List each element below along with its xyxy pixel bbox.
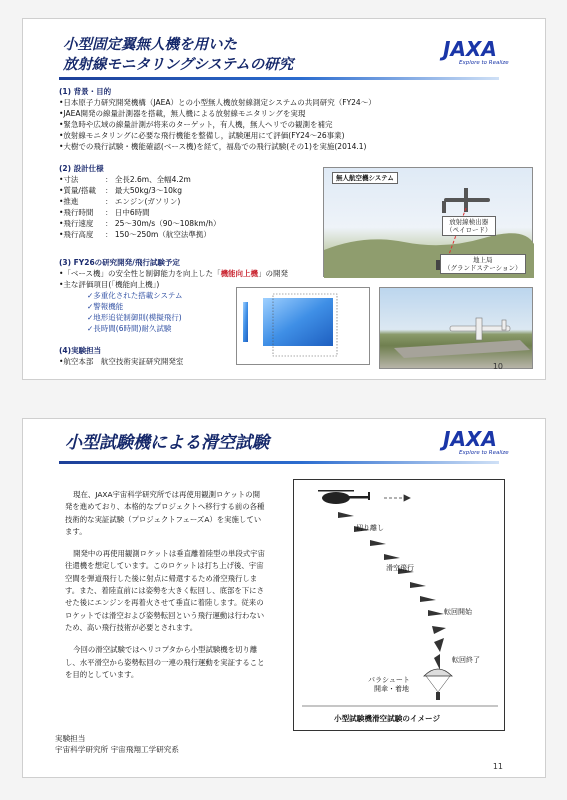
label-glide: 滑空飛行 — [386, 564, 414, 572]
background-item: •JAEA開発の線量計測器を搭載，無人機による放射線モニタリングを実現 — [59, 109, 306, 118]
spec-key: •推進 — [59, 197, 79, 206]
spec-row — [59, 174, 259, 185]
body-paragraph: 今回の滑空試験ではヘリコプタから小型試験機を切り離し、水平滑空から姿勢転回の一連の飛行運動を実証することを目的としています。 — [65, 645, 265, 679]
slide-10 — [22, 18, 546, 380]
aircraft-icon — [450, 318, 510, 340]
dose-heatmap — [263, 298, 333, 346]
detector-label — [442, 216, 496, 236]
contact-heading: (4)実験担当 — [59, 346, 102, 355]
fy26-heading: (3) FY26の研究開発/飛行試験予定 — [59, 258, 180, 267]
jaxa-logo — [443, 37, 527, 75]
title-line-1: 小型固定翼無人機を用いた — [63, 37, 237, 53]
fy26-line2: •主な評価項目(「機能向上機」) — [59, 280, 160, 289]
logo-tagline: Explore to Realize — [459, 60, 509, 66]
title-underline — [59, 461, 499, 464]
contact-text: 宇宙科学研究所 宇宙飛翔工学研究系 — [55, 745, 179, 754]
page-number: 11 — [492, 762, 503, 771]
design-heading: (2) 設計仕様 — [59, 164, 104, 173]
spec-row — [59, 229, 259, 240]
evaluation-item: ✓長時間(6時間)耐久試験 — [87, 324, 172, 333]
color-scale — [243, 302, 248, 342]
spec-value: ： 全長2.6m、全幅4.2m — [105, 175, 191, 184]
spec-key: •質量/搭載 — [59, 186, 96, 195]
spec-value: ： エンジン(ガソリン) — [105, 197, 181, 206]
spec-key: •飛行速度 — [59, 219, 94, 228]
ground-label-line2: （グランドステーション） — [444, 264, 522, 272]
parachute-icon — [424, 669, 452, 700]
detector-label-line1: 放射線検出器 — [449, 218, 489, 226]
slide-title: 小型試験機による滑空試験 — [65, 433, 269, 453]
separation-arrow — [384, 495, 410, 501]
logo-text: JAXA — [443, 427, 497, 451]
background-heading: (1) 背景・目的 — [59, 87, 112, 96]
slide-title — [63, 35, 293, 75]
aircraft-photo — [379, 287, 533, 369]
spec-row — [59, 218, 259, 229]
evaluation-item: ✓警報機能 — [87, 302, 124, 311]
slide-11 — [22, 418, 546, 778]
ground-station-label — [440, 254, 526, 274]
title-underline — [59, 77, 499, 80]
spec-row — [59, 185, 259, 196]
runway-shape — [394, 340, 530, 358]
title-line-2: 放射線モニタリングシステムの研究 — [63, 57, 294, 73]
label-parachute-line1: パラシュート — [368, 676, 410, 684]
ground-label-line1: 地上局 — [473, 256, 493, 264]
contact-section — [55, 733, 295, 755]
contact-section — [59, 345, 259, 367]
label-separation: 切り離し — [356, 524, 384, 532]
glide-test-diagram — [293, 479, 505, 731]
uav-system-label: 無人航空機システム — [332, 172, 398, 184]
glide-vehicle-sequence — [338, 512, 446, 670]
spec-value: ： 150～250m（航空法準拠） — [105, 230, 211, 239]
logo-tagline: Explore to Realize — [459, 450, 509, 456]
spec-key: •飛行時間 — [59, 208, 94, 217]
spec-row — [59, 196, 259, 207]
spec-row — [59, 207, 259, 218]
spec-value: ： 日中6時間 — [105, 208, 150, 217]
evaluation-item: ✓地形追従制御則(模擬飛行) — [87, 313, 182, 322]
spec-value: ： 最大50kg/3～10kg — [105, 186, 182, 195]
diagram-caption: 小型試験機滑空試験のイメージ — [334, 714, 441, 723]
fy26-line1 — [59, 268, 359, 279]
contact-heading: 実験担当 — [55, 734, 86, 743]
page-number: 10 — [492, 362, 503, 371]
design-section — [59, 163, 259, 240]
background-item: •大樹での飛行試験・機能確認(ベース機)を経て，福島での飛行試験(その1)を実施(2014.1) — [59, 142, 367, 151]
contact-text: •航空本部 航空技術実証研究開発室 — [59, 357, 184, 366]
label-turn-start: 転回開始 — [444, 608, 472, 616]
body-paragraph: 開発中の再使用観測ロケットは垂直離着陸型の単段式宇宙往還機を想定しています。このロケットは打ち上げ後、宇宙空間を弾道飛行した後に射点に帰還するため滑空飛行します。また、着陸直前には姿勢を大きく転回し、底部を下にさせた後にエンジンを再着火させて垂直に着陸します。従来のロケットでは滑空および姿勢転回という飛行運動は行わないため、高い飛行技術が必要とされます。 — [65, 549, 265, 632]
spec-value: ： 25～30m/s（90～108km/h） — [105, 219, 221, 228]
detector-label-line2: （ペイロード） — [446, 226, 492, 234]
background-item: •日本原子力研究開発機構（JAEA）との小型無人機放射線測定システムの共同研究（FY24～） — [59, 98, 376, 107]
spec-key: •飛行高度 — [59, 230, 94, 239]
logo-text: JAXA — [443, 37, 497, 61]
helicopter-icon — [318, 490, 370, 504]
label-parachute-line2: 開傘・着地 — [374, 685, 409, 693]
fy26-highlight: 機能向上機 — [220, 269, 259, 278]
jaxa-logo — [443, 427, 527, 465]
glide-trajectory-illustration — [294, 480, 506, 732]
fy26-line1-b: 」の開発 — [258, 269, 289, 278]
label-parachute — [368, 676, 410, 694]
label-turn-end: 転回終了 — [452, 656, 480, 664]
background-item: •緊急時や広域の線量計測が将来のターゲット，有人機，無人ヘリでの観測を補完 — [59, 120, 333, 129]
spec-key: •寸法 — [59, 175, 79, 184]
background-item: •放射線モニタリングに必要な飛行機能を整備し，試験運用にて評価(FY24～26事業) — [59, 131, 345, 140]
fy26-line1-a: •「ベース機」の安全性と制御能力を向上した「 — [59, 269, 221, 278]
body-text — [65, 489, 265, 691]
background-section — [59, 86, 529, 152]
evaluation-item: ✓多重化された搭載システム — [87, 291, 183, 300]
body-paragraph: 現在、JAXA宇宙科学研究所では再使用観測ロケットの開発を進めており、本格的なプロジェクトへ移行する前の各種技術的な実証試験（プロジェクトフェーズA）を実施しています。 — [65, 490, 265, 536]
aircraft-photo-illustration — [380, 288, 534, 370]
